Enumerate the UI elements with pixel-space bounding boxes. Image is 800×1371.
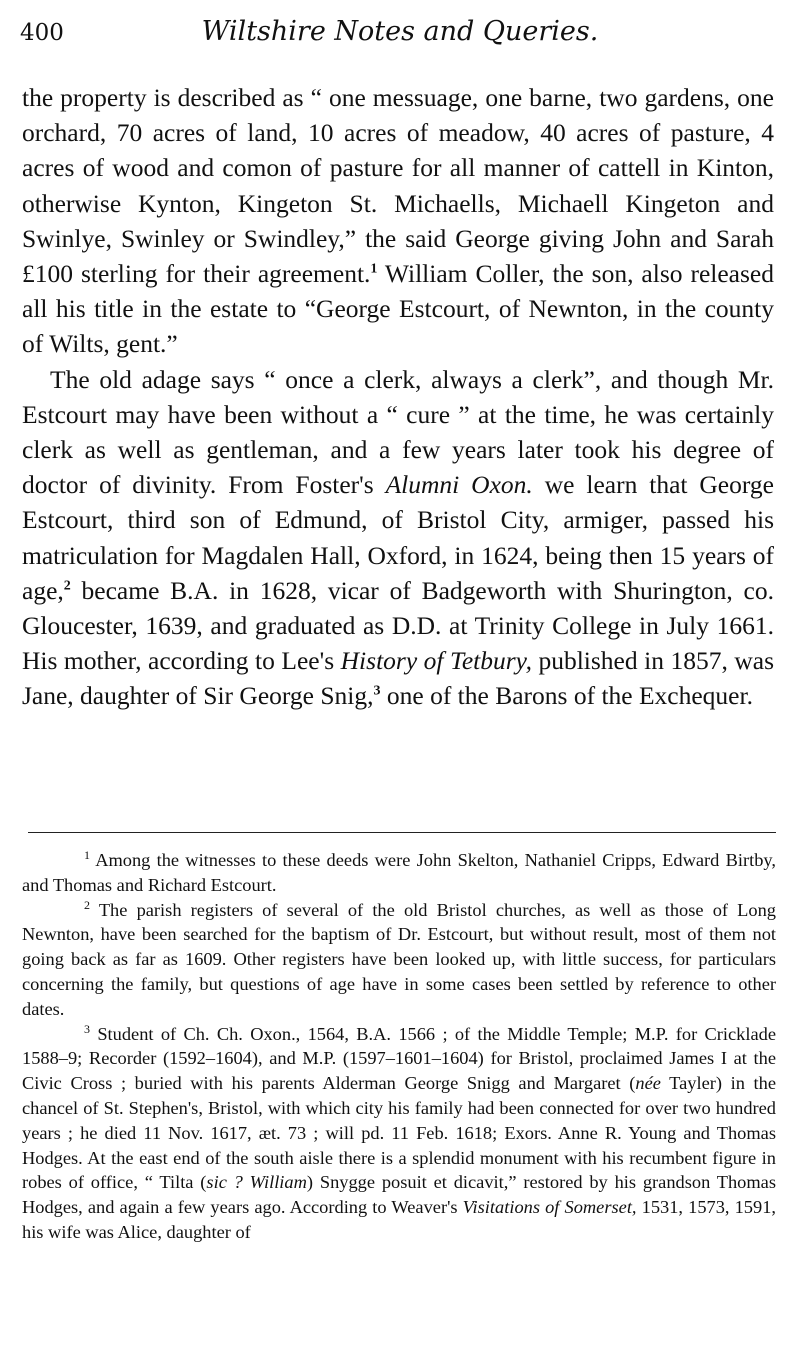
footnote-divider (28, 832, 776, 833)
footnote-3 (22, 1022, 776, 1245)
main-text (22, 80, 774, 714)
text-span: 1531, 1573, 1591, his wife was Alice, daughter of (22, 1197, 776, 1242)
paragraph-2 (22, 362, 774, 714)
text-span: the property is described as “ one messuage, one barne, two gardens, one orchard, 70 acres of land, 10 acres of meadow, 40 acres of pasture, 4 acres of wood and comon of pasture for all manner of cattell in Kinton, otherwise Kynton, Kingeton St. Michaells, Michaell Kingeton and Swinlye, Swinley or Swindley,” the said George giving John and Sarah £100 sterling for their agreement. (22, 83, 774, 289)
footnote-ref-2: 2 (63, 578, 71, 594)
footnote-ref-1: 1 (370, 261, 378, 277)
text-span: published in 1857, was Jane, daughter of Sir George Snig, (22, 646, 775, 711)
text-span: The parish registers of several of the old Bristol churches, as well as those of Long Newnton, have been searched for the baptism of Dr. Estcourt, but without result, most of them not going back as far as 1609. Other registers have been looked up, with little success, for particulars concerning the family, but questions of age have in some cases been settled by reference to other dates. (22, 899, 776, 1019)
italic-text: née (635, 1073, 661, 1094)
text-span: The old adage says “ once a clerk, always a clerk”, and though Mr. Estcourt may have been without a “ cure ” at the time, he was certainly clerk as well as gentleman, and a few years later took his degree of doctor of divinity. From Foster's (22, 364, 774, 500)
footnotes (22, 848, 776, 1245)
footnote-mark: 2 (84, 897, 90, 912)
text-span: one of the Barons of the Exchequer. (380, 681, 753, 711)
italic-title: History of Tetbury, (340, 646, 532, 676)
footnote-ref-3: 3 (373, 683, 381, 699)
page-number: 400 (20, 20, 64, 46)
page-header (20, 14, 780, 54)
text-span: ) Snygge posuit et dicavit,” restored by his grandson Thomas Hodges, and again a few years ago. According to Weaver's (22, 1172, 776, 1218)
italic-title: Alumni Oxon. (385, 470, 533, 500)
text-span: Among the witnesses to these deeds were John Skelton, Nathaniel Cripps, Edward Birtby, and Thomas and Richard Estcourt. (22, 850, 776, 895)
running-title: Wiltshire Notes and Queries. (201, 16, 599, 47)
text-span: became B.A. in 1628, vicar of Badgeworth with Shurington, co. Gloucester, 1639, and graduated as D.D. at Trinity College in July 1661. His mother, according to Lee's (22, 575, 774, 676)
text-span: Tayler) in the chancel of St. Stephen's, Bristol, with which city his family had been connected for over two hundred years ; he died 11 Nov. 1617, æt. 73 ; will pd. 11 Feb. 1618; Exors. Anne R. Young and Thomas Hodges. At the east end of the south aisle there is a splendid monument with his recumbent figure in robes of office, “ Tilta ( (22, 1073, 776, 1193)
footnote-1 (22, 848, 776, 898)
text-span: Student of Ch. Ch. Oxon., 1564, B.A. 1566 ; of the Middle Temple; M.P. for Cricklade 1588–9; Recorder (1592–1604), and M.P. (1597–1601–1604) for Bristol, proclaimed James I at the Civic Cross ; buried with his parents Alderman George Snigg and Margaret ( (22, 1023, 776, 1094)
text-span: William Coller, the son, also released all his title in the estate to “George Estcourt, of Newnton, in the county of Wilts, gent.” (22, 259, 774, 359)
footnote-mark: 1 (84, 847, 90, 862)
paragraph-1 (22, 80, 774, 362)
italic-title: Visitations of Somerset, (462, 1197, 637, 1218)
footnote-mark: 3 (84, 1021, 90, 1036)
italic-text: sic ? William (206, 1172, 307, 1193)
footnote-2 (22, 898, 776, 1022)
text-span: we learn that George Estcourt, third son of Edmund, of Bristol City, armiger, passed his matriculation for Magdalen Hall, Oxford, in 1624, being then 15 years of age, (22, 470, 774, 605)
